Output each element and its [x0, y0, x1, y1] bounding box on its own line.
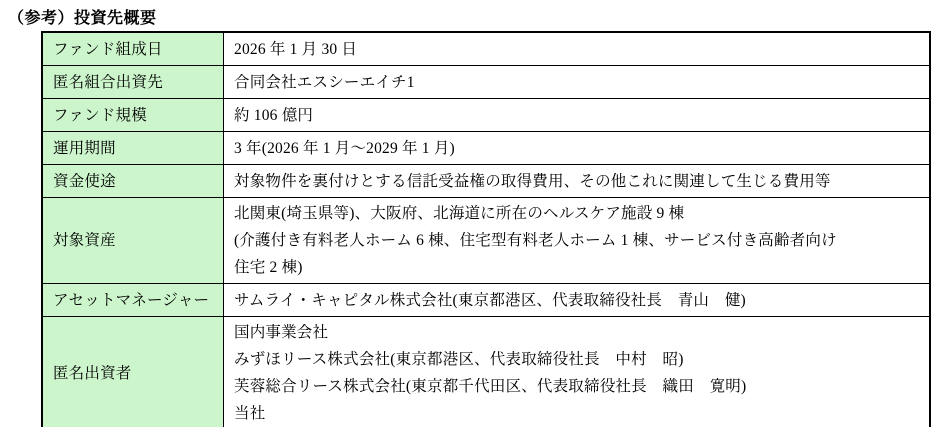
- table-row: [42, 165, 930, 198]
- value-line: (介護付き有料老人ホーム 6 棟、住宅型有料老人ホーム 1 棟、サービス付き高齢者向け: [234, 232, 837, 249]
- table-row: [42, 32, 930, 66]
- row-value: [224, 284, 931, 317]
- table-row: [42, 317, 930, 427]
- value-line: 約 106 億円: [234, 106, 314, 124]
- row-value: [224, 165, 931, 198]
- fund-overview-table: [41, 31, 931, 427]
- value-line: 北関東(埼玉県等)、大阪府、北海道に所在のヘルスケア施設 9 棟: [234, 205, 685, 222]
- page-title: （参考）投資先概要: [8, 10, 157, 27]
- value-line: 住宅 2 棟): [234, 259, 303, 276]
- value-line: 対象物件を裏付けとする信託受益権の取得費用、その他これに関連して生じる費用等: [234, 172, 831, 190]
- row-label: 匿名組合出資先: [42, 66, 224, 99]
- fund-table-body: [42, 32, 930, 427]
- row-label: 匿名出資者: [42, 317, 224, 427]
- row-label: 資金使途: [42, 165, 224, 198]
- row-value: [224, 66, 931, 99]
- value-line: サムライ・キャピタル株式会社(東京都港区、代表取締役社長 青山 健): [234, 291, 746, 309]
- value-line: 当社: [234, 405, 266, 422]
- row-label: 対象資産: [42, 198, 224, 284]
- table-row: [42, 284, 930, 317]
- table-row: [42, 132, 930, 165]
- row-value: [224, 198, 931, 284]
- row-value: [224, 132, 931, 165]
- value-line: 国内事業会社: [234, 324, 329, 341]
- table-row: [42, 99, 930, 132]
- row-label: 運用期間: [42, 132, 224, 165]
- row-value: [224, 32, 931, 66]
- table-row: [42, 66, 930, 99]
- row-value: [224, 99, 931, 132]
- row-value: [224, 317, 931, 427]
- value-line: 芙蓉総合リース株式会社(東京都千代田区、代表取締役社長 織田 寛明): [234, 378, 747, 395]
- value-line: 3 年(2026 年 1 月～2029 年 1 月): [234, 139, 455, 157]
- value-line: 合同会社エスシーエイチ1: [234, 73, 415, 91]
- value-line: 2026 年 1 月 30 日: [234, 40, 358, 58]
- row-label: ファンド組成日: [42, 32, 224, 66]
- row-label: アセットマネージャー: [42, 284, 224, 317]
- value-line: みずほリース株式会社(東京都港区、代表取締役社長 中村 昭): [234, 351, 684, 368]
- table-row: [42, 198, 930, 284]
- row-label: ファンド規模: [42, 99, 224, 132]
